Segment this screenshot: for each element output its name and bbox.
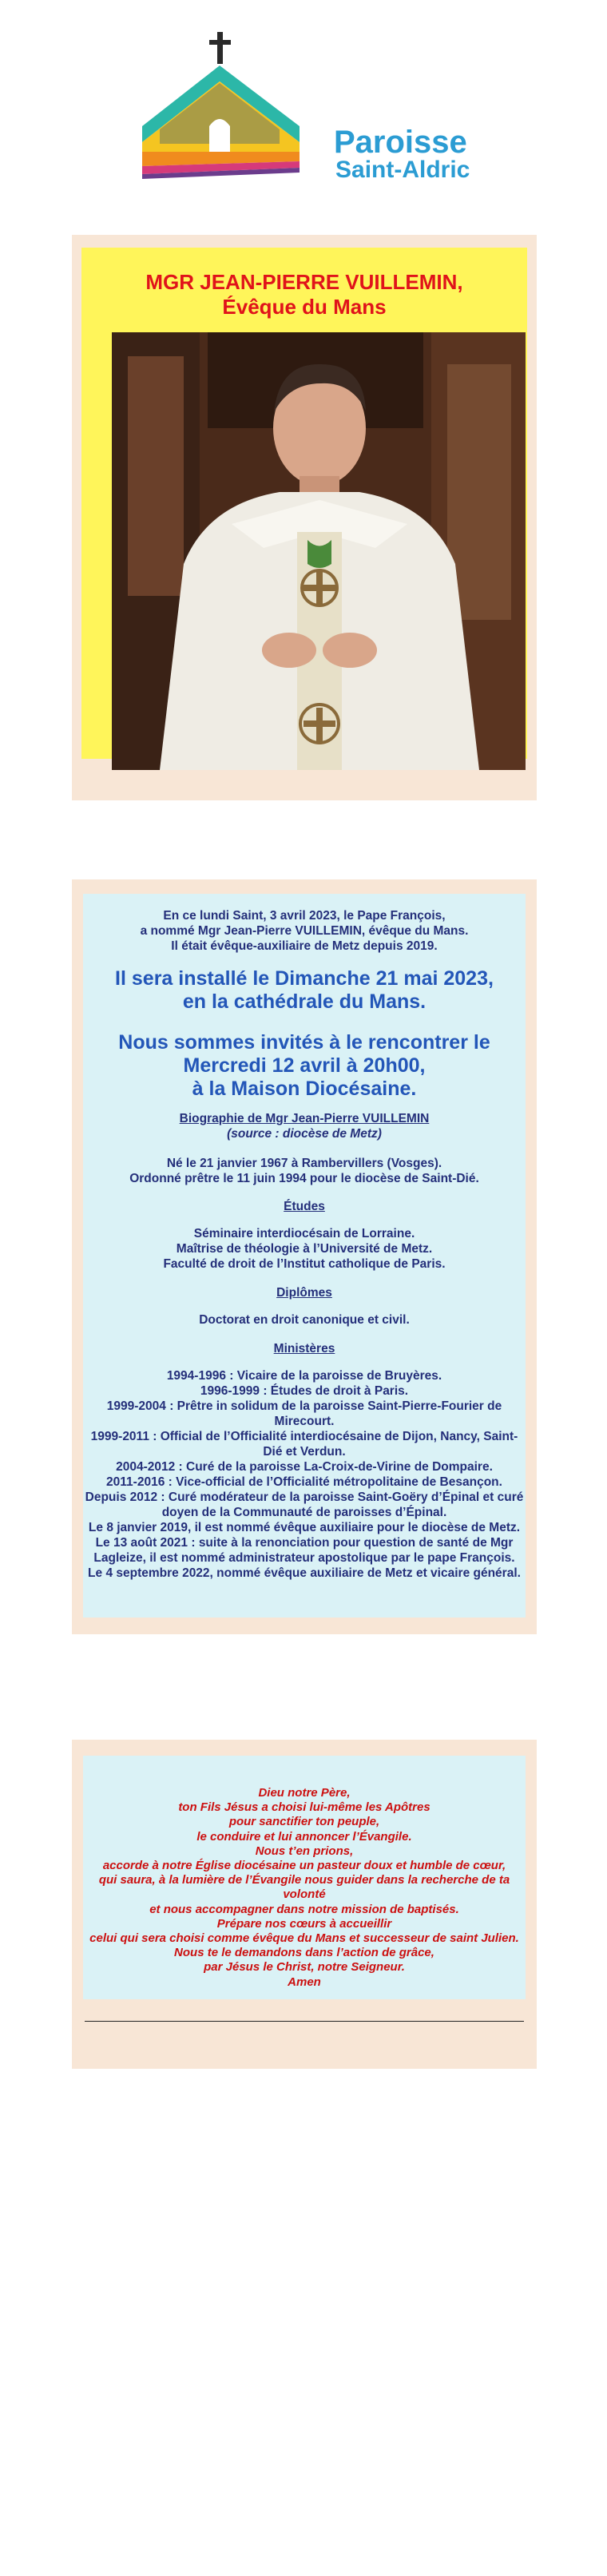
- title-line-role: Évêque du Mans: [222, 295, 387, 319]
- invitation-line: Mercredi 12 avril à 20h00,: [183, 1054, 426, 1077]
- ministry-line: 1996-1999 : Études de droit à Paris.: [200, 1384, 409, 1398]
- ministry-line: 2011-2016 : Vice-official de l’Officialité métropolitaine de Besançon.: [106, 1475, 502, 1489]
- installation-heading: [83, 967, 526, 1014]
- invitation-heading: [83, 1031, 526, 1101]
- bishop-portrait: [112, 332, 526, 770]
- ministries-heading: Ministères: [273, 1342, 335, 1355]
- announcement-panel: [81, 248, 527, 759]
- announcement-card: [72, 235, 537, 800]
- intro-line: Il était évêque-auxiliaire de Metz depuis 2019.: [171, 939, 438, 953]
- ministry-line: Depuis 2012 : Curé modérateur de la paroisse Saint-Goëry d’Épinal et curé: [85, 1490, 524, 1504]
- prayer-line: Nous t’en prions,: [255, 1844, 354, 1858]
- prayer-line: pour sanctifier ton peuple,: [228, 1815, 380, 1829]
- prayer-line: Amen: [288, 1975, 321, 1989]
- ministries-list: [83, 1368, 526, 1581]
- intro-block: [83, 908, 526, 954]
- prayer-line: Nous te le demandons dans l’action de grâce,: [174, 1946, 434, 1960]
- studies-heading: Études: [284, 1200, 325, 1213]
- studies-list: [83, 1226, 526, 1272]
- ministry-line: Le 13 août 2021 : suite à la renonciation pour question de santé de Mgr: [95, 1536, 514, 1550]
- biography-panel: [83, 894, 526, 1617]
- bio-title: Biographie de Mgr Jean-Pierre VUILLEMIN: [179, 1112, 430, 1125]
- bio-source: (source : diocèse de Metz): [227, 1127, 382, 1141]
- invitation-line: Nous sommes invités à le rencontrer le: [118, 1031, 490, 1054]
- title-line-name: MGR JEAN-PIERRE VUILLEMIN,: [145, 270, 463, 294]
- prayer-line: celui qui sera choisi comme évêque du Mans et successeur de saint Julien.: [89, 1931, 519, 1946]
- prayer-line: volonté: [283, 1887, 326, 1902]
- studies-item: Faculté de droit de l’Institut catholique de Paris.: [163, 1257, 446, 1271]
- installation-line: en la cathédrale du Mans.: [182, 990, 426, 1013]
- birth-block: [83, 1156, 526, 1186]
- prayer-line: qui saura, à la lumière de l’Évangile nous guider dans la recherche de ta: [98, 1873, 510, 1887]
- ministry-line: Lagleize, il est nommé administrateur apostolique par le pape François.: [93, 1551, 515, 1565]
- diplomas-text: Doctorat en droit canonique et civil.: [199, 1313, 410, 1327]
- prayer-card: [72, 1740, 537, 2069]
- prayer-line: Prépare nos cœurs à accueillir: [216, 1916, 392, 1931]
- logo-text-paroisse: Paroisse: [334, 125, 467, 160]
- prayer-line: par Jésus le Christ, notre Seigneur.: [204, 1960, 405, 1975]
- parish-logo: [136, 32, 487, 183]
- church-roof-logo-icon: [136, 32, 319, 180]
- birth-line: Ordonné prêtre le 11 juin 1994 pour le diocèse de Saint-Dié.: [129, 1172, 479, 1185]
- ministry-line: 1994-1996 : Vicaire de la paroisse de Bruyères.: [166, 1369, 442, 1383]
- studies-item: Séminaire interdiocésain de Lorraine.: [193, 1227, 415, 1240]
- prayer-line: accorde à notre Église diocésaine un pasteur doux et humble de cœur,: [102, 1859, 506, 1873]
- ministry-line: Le 4 septembre 2022, nommé évêque auxiliaire de Metz et vicaire général.: [88, 1566, 521, 1580]
- ministry-line: 2004-2012 : Curé de la paroisse La-Croix-de-Virine de Dompaire.: [116, 1460, 493, 1474]
- ministry-line: 1999-2011 : Official de l’Officialité interdiocésaine de Dijon, Nancy, Saint-: [90, 1430, 518, 1443]
- divider-line: [85, 2021, 524, 2022]
- prayer-line: et nous accompagner dans notre mission de baptisés.: [149, 1902, 459, 1916]
- prayer-line: Dieu notre Père,: [258, 1786, 351, 1800]
- invitation-line: à la Maison Diocésaine.: [192, 1078, 417, 1100]
- bio-heading-block: [83, 1111, 526, 1141]
- prayer-text: [83, 1786, 526, 1990]
- studies-item: Maîtrise de théologie à l’Université de Metz.: [176, 1242, 433, 1256]
- prayer-panel: [83, 1756, 526, 1999]
- announcement-title: [81, 270, 527, 320]
- ministry-line: Le 8 janvier 2019, il est nommé évêque auxiliaire pour le diocèse de Metz.: [88, 1521, 521, 1534]
- prayer-line: ton Fils Jésus a choisi lui-même les Apôtres: [178, 1800, 430, 1815]
- birth-line: Né le 21 janvier 1967 à Rambervillers (Vosges).: [166, 1157, 442, 1170]
- ministry-line: Dié et Verdun.: [263, 1445, 346, 1459]
- prayer-line: le conduire et lui annoncer l’Évangile.: [196, 1829, 412, 1844]
- ministry-line: 1999-2004 : Prêtre in solidum de la paroisse Saint-Pierre-Fourier de: [106, 1399, 502, 1413]
- logo-text-saint-aldric: Saint-Aldric: [335, 157, 470, 183]
- diplomas-heading: Diplômes: [276, 1286, 332, 1300]
- intro-line: a nommé Mgr Jean-Pierre VUILLEMIN, évêque du Mans.: [140, 924, 469, 938]
- biography-card: [72, 879, 537, 1634]
- installation-line: Il sera installé le Dimanche 21 mai 2023,: [115, 967, 494, 990]
- intro-line: En ce lundi Saint, 3 avril 2023, le Pape François,: [163, 909, 446, 923]
- ministry-line: doyen de la Communauté de paroisses d’Épinal.: [161, 1506, 447, 1519]
- ministry-line: Mirecourt.: [274, 1415, 335, 1428]
